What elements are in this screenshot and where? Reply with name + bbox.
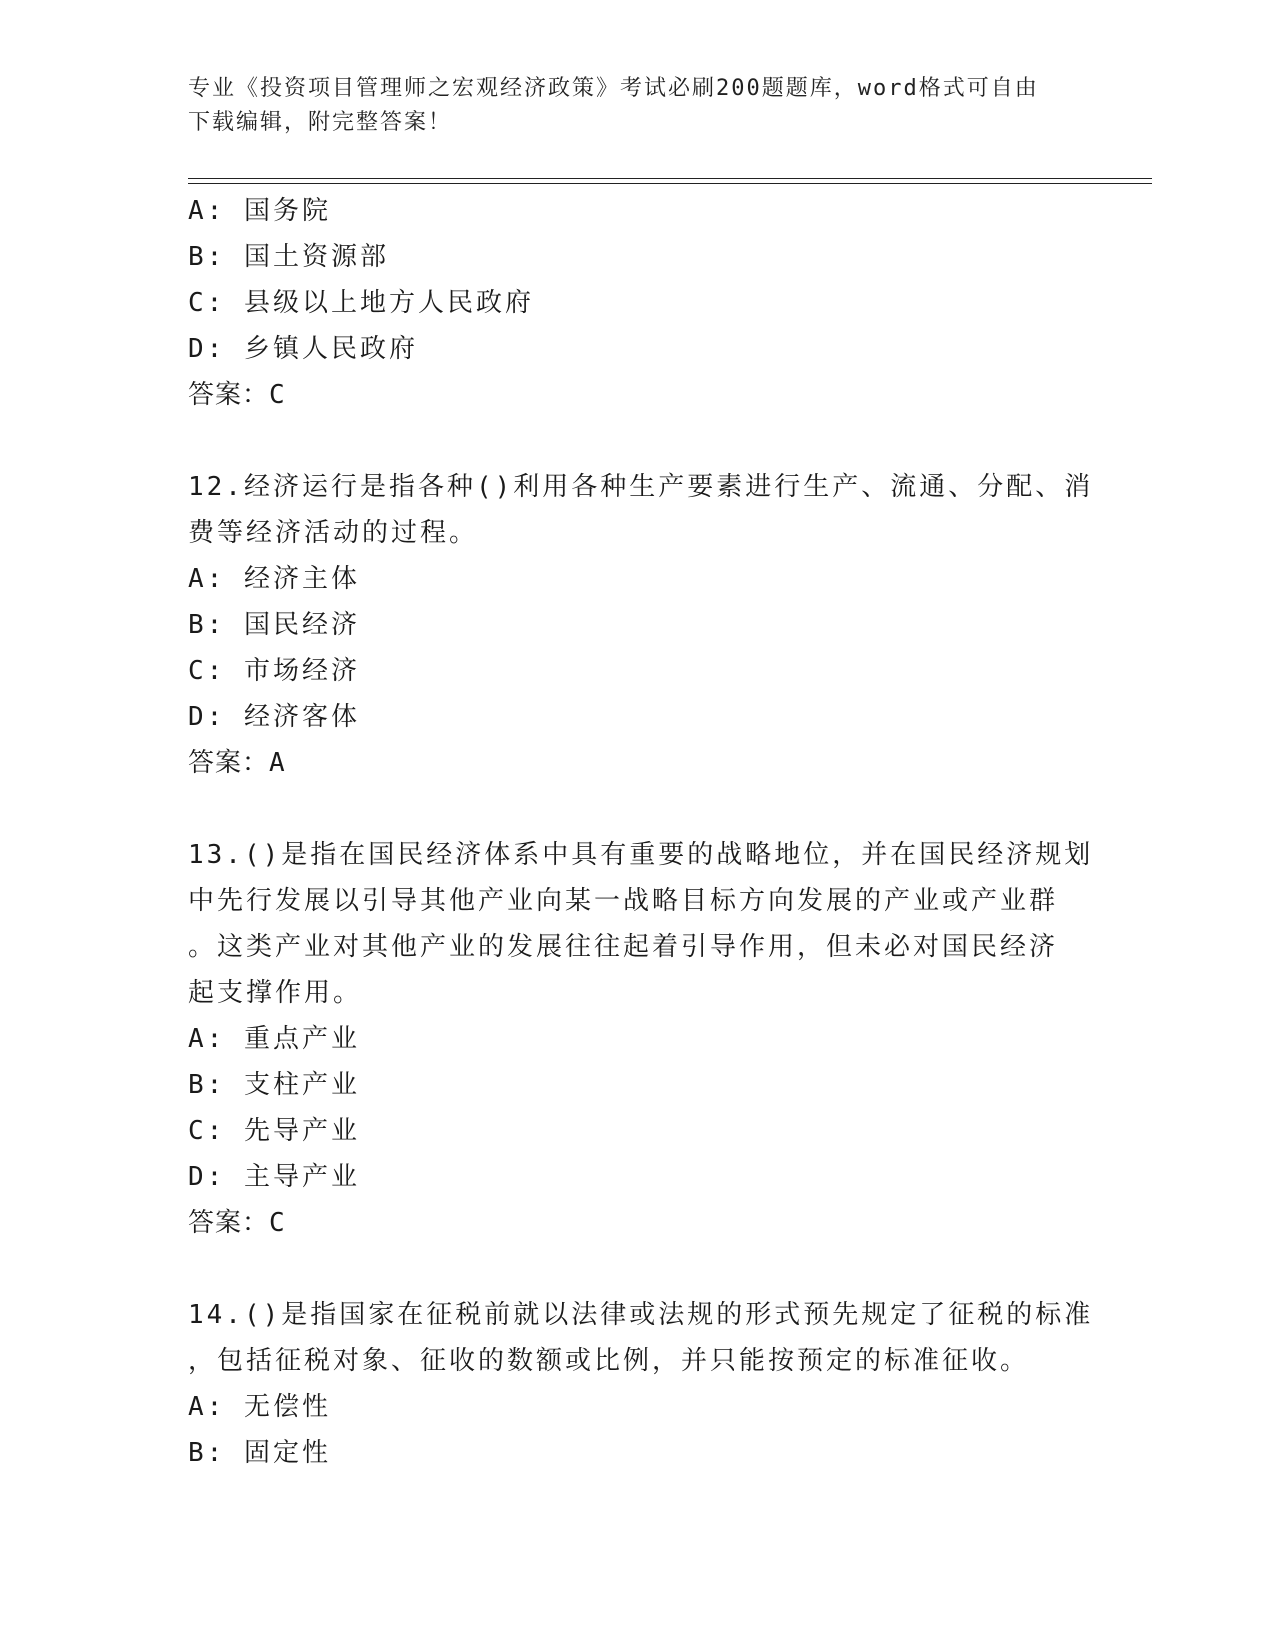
question-stem-line: 13.()是指在国民经济体系中具有重要的战略地位，并在国民经济规划 — [188, 840, 1094, 870]
question-12 — [188, 464, 1094, 786]
option-c: C: 市场经济 — [188, 656, 360, 686]
question-stem-line: 费等经济活动的过程。 — [188, 518, 479, 548]
question-list — [188, 188, 1094, 1476]
option-c: C: 先导产业 — [188, 1116, 360, 1146]
question-stem-line: 起支撑作用。 — [188, 978, 363, 1008]
answer-line — [188, 1200, 1088, 1246]
answer-value: A — [269, 748, 285, 778]
option-d: D: 乡镇人民政府 — [188, 334, 418, 364]
question-stem-line: 14.()是指国家在征税前就以法律或法规的形式预先规定了征税的标准 — [188, 1300, 1094, 1330]
question-13 — [188, 832, 1094, 1246]
option-a: A: 经济主体 — [188, 564, 360, 594]
question-stem-line: ，包括征税对象、征收的数额或比例，并只能按预定的标准征收。 — [188, 1346, 1030, 1376]
option-a: A: 无偿性 — [188, 1392, 331, 1422]
header-divider-top — [188, 178, 1152, 179]
question-spacer — [188, 1246, 1088, 1292]
option-d: D: 经济客体 — [188, 702, 360, 732]
question-stem-line: 中先行发展以引导其他产业向某一战略目标方向发展的产业或产业群 — [188, 886, 1059, 916]
header-line-2: 下载编辑，附完整答案！ — [188, 110, 453, 135]
option-a: A: 重点产业 — [188, 1024, 360, 1054]
option-b: B: 固定性 — [188, 1438, 331, 1468]
answer-value: C — [269, 1208, 285, 1238]
question-stem-line: 12.经济运行是指各种()利用各种生产要素进行生产、流通、分配、消 — [188, 472, 1094, 502]
header-divider-bottom — [188, 183, 1152, 184]
answer-value: C — [269, 380, 285, 410]
header-line-1: 专业《投资项目管理师之宏观经济政策》考试必刷200题题库，word格式可自由 — [188, 76, 1039, 101]
answer-label: 答案： — [188, 380, 270, 410]
option-a: A: 国务院 — [188, 196, 331, 226]
option-b: B: 国民经济 — [188, 610, 360, 640]
question-11 — [188, 188, 1088, 418]
answer-label: 答案： — [188, 1208, 270, 1238]
question-spacer — [188, 418, 1088, 464]
answer-label: 答案： — [188, 748, 270, 778]
option-b: B: 支柱产业 — [188, 1070, 360, 1100]
question-stem-line: 。这类产业对其他产业的发展往往起着引导作用，但未必对国民经济 — [188, 932, 1059, 962]
option-c: C: 县级以上地方人民政府 — [188, 288, 534, 318]
document-header — [188, 72, 1088, 140]
question-14 — [188, 1292, 1094, 1476]
answer-line — [188, 740, 1088, 786]
option-d: D: 主导产业 — [188, 1162, 360, 1192]
answer-line — [188, 372, 1088, 418]
question-spacer — [188, 786, 1088, 832]
option-b: B: 国土资源部 — [188, 242, 389, 272]
